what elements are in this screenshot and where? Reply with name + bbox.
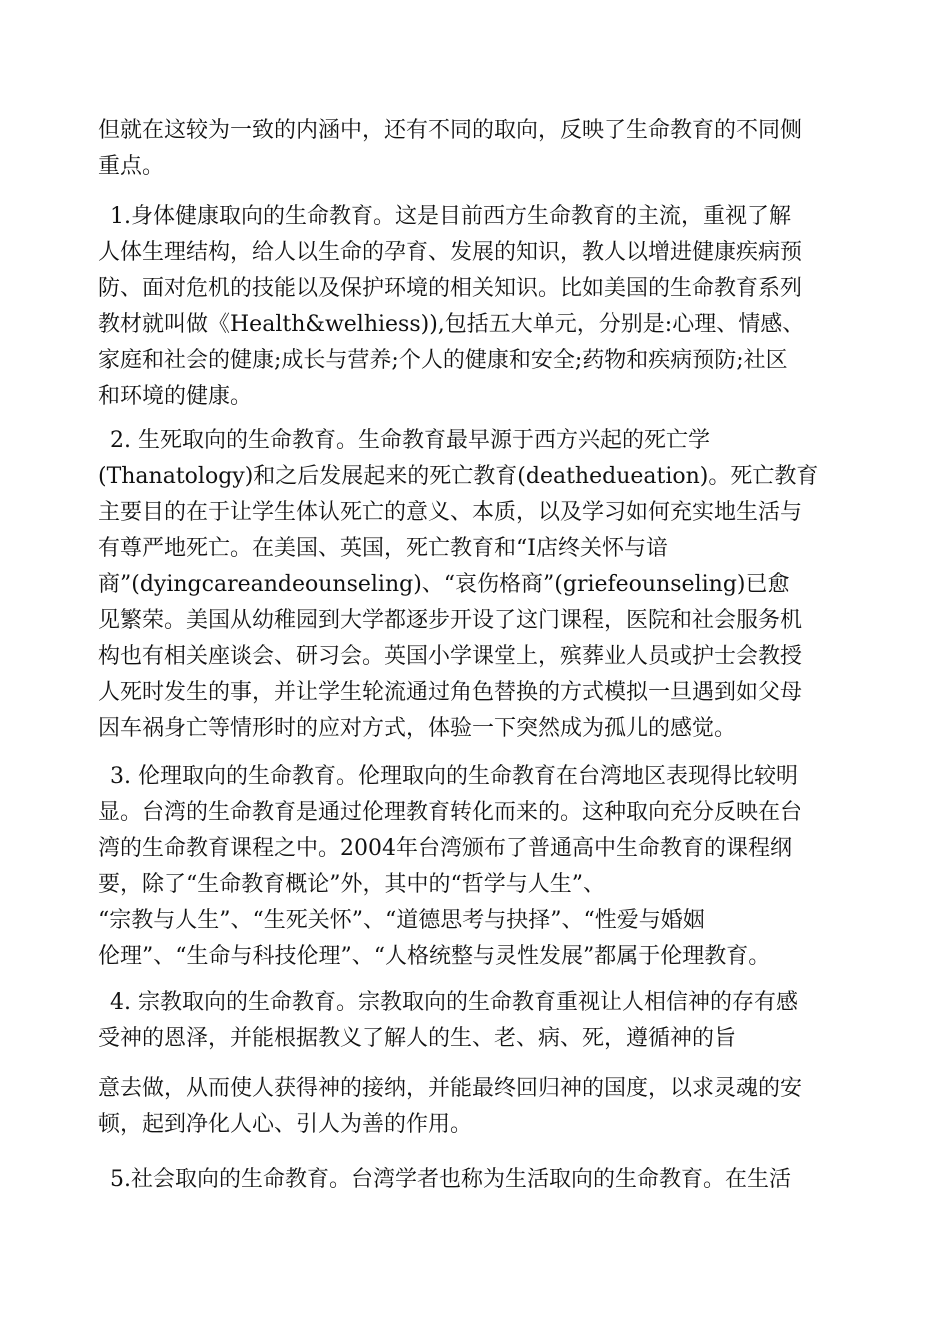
text-line: 防、面对危机的技能以及保护环境的相关知识。比如美国的生命教育系列: [98, 276, 803, 301]
text-line: 见繁荣。美国从幼稚园到大学都逐步开设了这门课程，医院和社会服务机: [98, 608, 803, 633]
paragraph-health-orientation: [98, 199, 878, 415]
text-line: 但就在这较为一致的内涵中，还有不同的取向，反映了生命教育的不同侧: [98, 118, 803, 143]
text-line: 2. 生死取向的生命教育。生命教育最早源于西方兴起的死亡学: [110, 428, 710, 453]
paragraph-ethics-orientation: [98, 759, 878, 975]
text-line: 教材就叫做《Health&welhiess)),包括五大单元，分别是:心理、情感、: [98, 312, 805, 337]
text-line: 3. 伦理取向的生命教育。伦理取向的生命教育在台湾地区表现得比较明: [110, 764, 798, 789]
text-line: 要，除了“生命教育概论”外，其中的“哲学与人生”、: [98, 872, 605, 897]
text-line: 商”(dyingcareandeounseling)、“哀伤格商”(griefeounseling)已愈: [98, 572, 790, 597]
text-line: 家庭和社会的健康;成长与营养;个人的健康和安全;药物和疾病预防;社区: [98, 348, 788, 373]
paragraph-religion-continued: [98, 1071, 878, 1143]
text-line: 5.社会取向的生命教育。台湾学者也称为生活取向的生命教育。在生活: [110, 1167, 791, 1192]
paragraph-life-death-orientation: [98, 423, 878, 747]
text-line: 构也有相关座谈会、研习会。英国小学课堂上，殡葬业人员或护士会教授: [98, 644, 803, 669]
paragraph-social-orientation: [98, 1162, 878, 1198]
text-line: 顿，起到净化人心、引人为善的作用。: [98, 1112, 473, 1137]
text-line: 显。台湾的生命教育是通过伦理教育转化而来的。这种取向充分反映在台: [98, 800, 803, 825]
text-line: 伦理”、“生命与科技伦理”、“人格统整与灵性发展”都属于伦理教育。: [98, 944, 771, 969]
text-line: 1.身体健康取向的生命教育。这是目前西方生命教育的主流，重视了解: [110, 204, 791, 229]
text-line: 重点。: [98, 154, 165, 179]
text-line: 因车祸身亡等情形时的应对方式，体验一下突然成为孤儿的感觉。: [98, 716, 737, 741]
paragraph-religion-orientation: [98, 985, 878, 1057]
text-line: “宗教与人生”、“生死关怀”、“道德思考与抉择”、“性爱与婚姻: [98, 908, 705, 933]
text-line: 意去做，从而使人获得神的接纳，并能最终回归神的国度，以求灵魂的安: [98, 1076, 803, 1101]
text-line: (Thanatology)和之后发展起来的死亡教育(deathedueation)。死亡教育: [98, 464, 819, 489]
text-line: 人体生理结构，给人以生命的孕育、发展的知识，教人以增进健康疾病预: [98, 240, 803, 265]
text-line: 和环境的健康。: [98, 384, 253, 409]
text-line: 受神的恩泽，并能根据教义了解人的生、老、病、死，遵循神的旨: [98, 1026, 737, 1051]
paragraph-intro: [98, 113, 878, 185]
text-line: 人死时发生的事，并让学生轮流通过角色替换的方式模拟一旦遇到如父母: [98, 680, 803, 705]
text-line: 4. 宗教取向的生命教育。宗教取向的生命教育重视让人相信神的存有感: [110, 990, 798, 1015]
text-line: 主要目的在于让学生体认死亡的意义、本质，以及学习如何充实地生活与: [98, 500, 803, 525]
text-line: 有尊严地死亡。在美国、英国，死亡教育和“I店终关怀与谙: [98, 536, 668, 561]
text-line: 湾的生命教育课程之中。2004年台湾颁布了普通高中生命教育的课程纲: [98, 836, 792, 861]
